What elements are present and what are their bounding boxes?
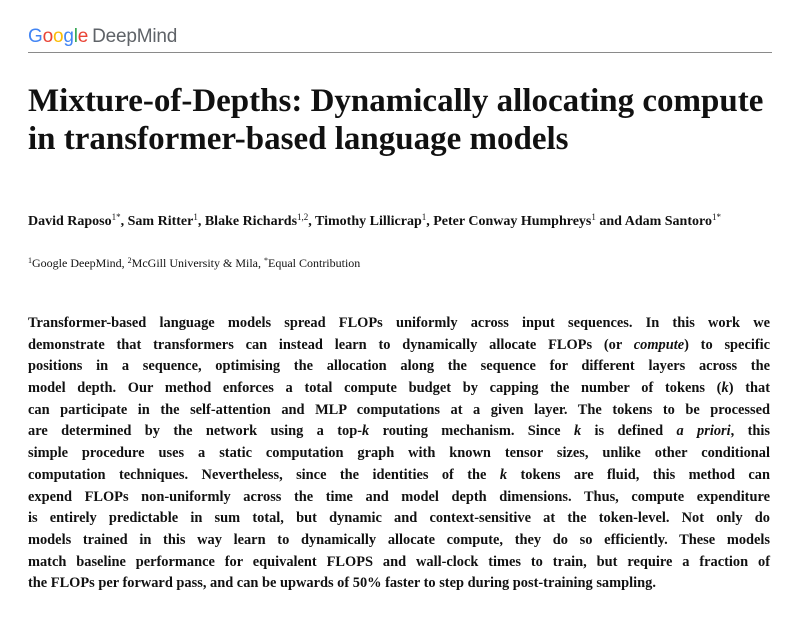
abstract-text: computation techniques. Nevertheless, since the identities of the: [28, 466, 500, 483]
logo-letter: o: [42, 26, 53, 47]
abstract-line: [28, 465, 770, 487]
abstract-line: [28, 487, 770, 509]
logo-letter: g: [63, 26, 74, 47]
abstract-text: is entirely predictable in sum total, but dynamic and context-sensitive at the token-level. Not only do: [28, 510, 770, 527]
logo-letter: e: [77, 26, 89, 47]
affiliation-text: Google DeepMind,: [32, 256, 128, 270]
author-affiliation-marker: 1*: [111, 212, 121, 222]
abstract-line: [28, 443, 770, 465]
author-separator: ,: [197, 214, 205, 229]
abstract-line: [28, 313, 770, 335]
abstract-text: demonstrate that transformers can instead learn to dynamically allocate FLOPs (or: [28, 336, 634, 353]
author-name: David Raposo: [28, 214, 112, 229]
abstract-line: [28, 421, 770, 443]
logo-letter: l: [73, 26, 78, 47]
abstract-text: Transformer-based language models spread FLOPs uniformly across input sequences. In this work we: [28, 315, 770, 331]
author-separator: ,: [426, 214, 434, 229]
author-affiliation-marker: 1*: [711, 212, 721, 222]
abstract-text: is defined: [581, 423, 677, 440]
author-name: Peter Conway Humphreys: [433, 214, 592, 229]
abstract-line: [28, 508, 770, 530]
abstract-text: model depth. Our method enforces a total compute budget by capping the number of tokens (: [28, 380, 722, 397]
abstract: [28, 313, 770, 595]
author-separator: ,: [308, 214, 316, 229]
abstract-line: [28, 378, 770, 400]
author-separator: and: [595, 214, 625, 229]
abstract-text: can participate in the self-attention and MLP computations at a given layer. The tokens to be processed: [28, 401, 770, 418]
abstract-text: the FLOPs per forward pass, and can be upwards of 50% faster to step during post-training sampling.: [28, 575, 656, 592]
author-name: Timothy Lillicrap: [315, 214, 422, 229]
abstract-text: are determined by the network using a top-: [28, 423, 362, 440]
author-affiliation-marker: 1,2: [297, 212, 309, 222]
abstract-text: expend FLOPs non-uniformly across the time and model depth dimensions. Thus, compute expenditure: [28, 488, 770, 505]
paper-title: Mixture-of-Depths: Dynamically allocating compute in transformer-based language models: [28, 83, 764, 157]
abstract-italic-text: k: [573, 423, 582, 440]
abstract-line: [28, 552, 770, 574]
logo-letter: G: [28, 26, 43, 47]
abstract-italic-text: k: [499, 466, 508, 483]
abstract-line: [28, 530, 770, 552]
logo-brand: DeepMind: [92, 26, 178, 47]
abstract-line: [28, 400, 770, 422]
abstract-text: ) that: [728, 380, 770, 397]
google-deepmind-logo: [28, 24, 177, 50]
affiliation-text: McGill University & Mila,: [131, 256, 264, 270]
abstract-text: simple procedure uses a static computation graph with known tensor sizes, unlike other conditional: [28, 445, 770, 462]
abstract-text: ) to specific: [684, 336, 771, 353]
abstract-italic-text: compute: [633, 336, 685, 353]
author-name: Sam Ritter: [127, 214, 194, 229]
abstract-line: [28, 335, 770, 357]
affiliation-marker: *: [263, 256, 268, 265]
header-divider: [28, 52, 772, 53]
abstract-text: match baseline performance for equivalent FLOPS and wall-clock times to train, but require a fraction of: [28, 553, 770, 570]
affiliations: [28, 255, 768, 271]
affiliation-text: Equal Contribution: [267, 256, 361, 270]
abstract-text: routing mechanism. Since: [369, 423, 574, 440]
logo-letter: o: [52, 26, 64, 47]
abstract-text: , this: [730, 423, 771, 440]
author-affiliation-marker: 1: [193, 212, 198, 222]
affiliation-marker: 1: [28, 256, 32, 265]
abstract-line: [28, 573, 770, 595]
abstract-text: models trained in this way learn to dynamically allocate compute, they do so efficiently. These models: [28, 531, 770, 548]
abstract-text: tokens are fluid, this method can: [507, 466, 770, 483]
author-list: [28, 211, 768, 232]
author-affiliation-marker: 1: [421, 212, 427, 222]
abstract-text: positions in a sequence, optimising the allocation along the sequence for different layers across the: [28, 358, 770, 375]
author-separator: ,: [120, 214, 128, 229]
affiliation-marker: 2: [127, 256, 132, 265]
author-name: Blake Richards: [204, 214, 298, 229]
author-affiliation-marker: 1: [591, 212, 596, 222]
abstract-line: [28, 356, 770, 378]
abstract-italic-text: a priori: [676, 423, 731, 440]
abstract-italic-text: k: [362, 423, 370, 440]
author-name: Adam Santoro: [624, 214, 712, 229]
abstract-italic-text: k: [721, 380, 729, 397]
